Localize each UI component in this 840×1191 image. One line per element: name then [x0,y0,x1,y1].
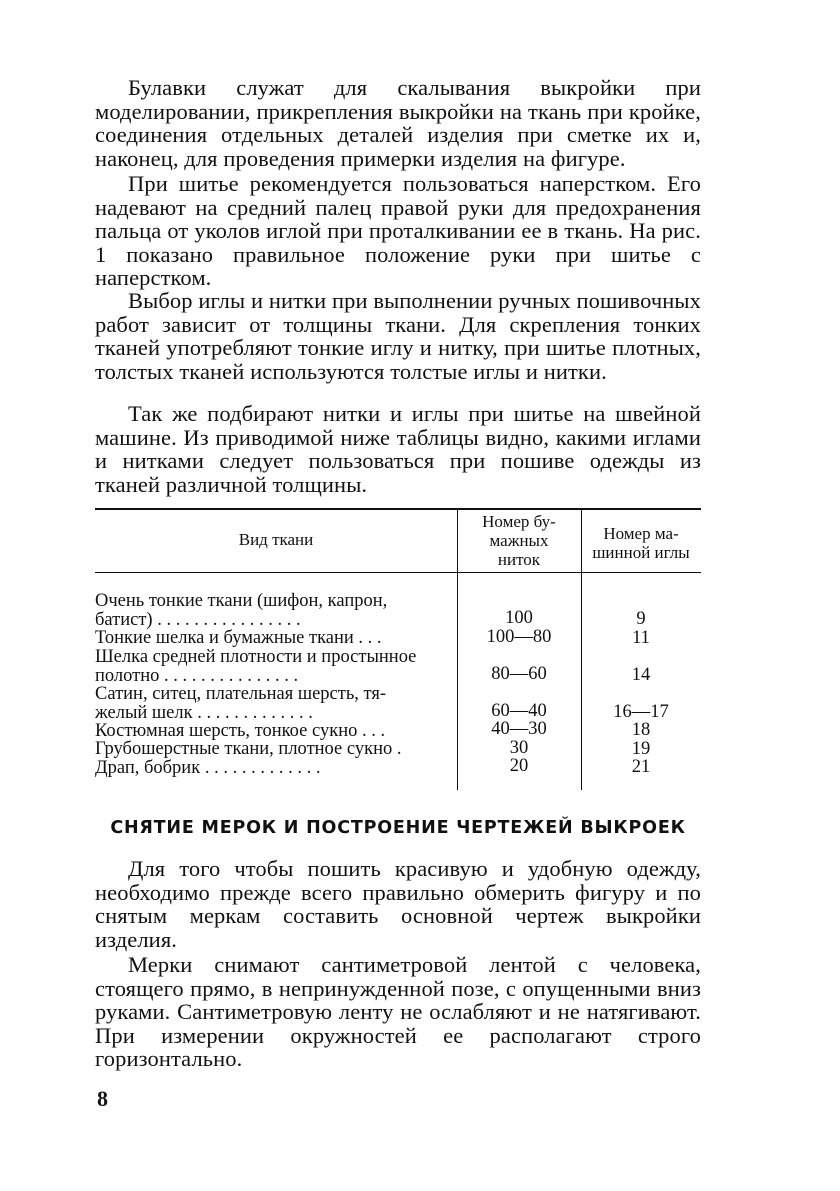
table-row-3-thread: 80—60 [491,664,547,684]
header-fabric: Вид ткани [238,530,314,549]
paragraph-needle-thread-choice: Выбор иглы и нитки при выполнении ручных пошивочных работ зависит от толщины ткани. Для скрепления тонких тканей употребляют тонкие иглу и нитку, при шитье плотных, толстых тканей используются толстые иглы и нитки. [95,288,701,384]
table-row-2-needle: 11 [632,628,650,648]
paragraph-measure-intro: Для того чтобы пошить красивую и удобную одежду, необходимо прежде всего правильно обмерить фигуру и по снятым меркам составить основной чертеж выкройки изделия. [95,856,701,952]
header-thread-number [457,512,581,569]
header-needle-line-2: шинной иглы [592,543,690,562]
table-row-4-name-line-1: Сатин, ситец, плательная шерсть, тя- [95,685,387,704]
header-thread-line-3: ниток [497,550,541,569]
table-row-3-name-line-1: Шелка средней плотности и простынное [95,648,417,667]
header-needle-number [581,524,701,562]
table-row-7-thread: 20 [509,756,529,776]
table-top-rule [95,508,701,510]
page-number: 8 [97,1086,108,1111]
paragraph-pins: Булавки служат для скалывания выкройки при моделировании, прикрепления выкройки на ткань при кройке, соединения отдельных деталей изделия при сметке их и, наконец, для проведения примерки изделия на фигуре. [95,75,701,171]
header-thread-line-1: Номер бу- [482,512,556,531]
table-row-5-needle: 18 [631,720,651,740]
table-row-7-name: Драп, бобрик . . . . . . . . . . . . . [95,759,321,778]
paragraph-machine-sewing: Так же подбирают нитки и иглы при шитье на швейной машине. Из приводимой ниже таблицы видно, какими иглами и нитками следует пользоваться при пошиве одежды из тканей различной толщины. [95,401,701,497]
paragraph-thimble: При шитье рекомендуется пользоваться наперстком. Его надевают на средний палец правой руки для предохранения пальца от уколов иглой при проталкивании ее в ткань. На рис. 1 показано правильное положение руки при шитье с наперстком. [95,171,701,290]
table-row-5-name: Костюмная шерсть, тонкое сукно . . . [95,722,386,741]
paragraph-measuring-tape: Мерки снимают сантиметровой лентой с человека, стоящего прямо, в непринужденной позе, с опущенными вниз руками. Сантиметровую ленту не ослабляют и не натягивают. При измерении окружностей ее располагают строго горизонтально. [95,952,701,1071]
table-row-4-needle: 16—17 [613,702,669,722]
table-row-3-name-line-2: полотно . . . . . . . . . . . . . . . [95,667,299,686]
table-row-6-name: Грубошерстные ткани, плотное сукно . [95,740,402,759]
table-row-4-thread: 60—40 [491,701,547,721]
table-row-1-name-line-1: Очень тонкие ткани (шифон, капрон, [95,592,388,611]
table-row-7-needle: 21 [631,757,651,777]
table-row-4-name-line-2: желый шелк . . . . . . . . . . . . . [95,704,313,723]
table-row-2-thread: 100—80 [486,627,552,647]
table-row-1-needle: 9 [636,609,646,629]
section-heading: СНЯТИЕ МЕРОК И ПОСТРОЕНИЕ ЧЕРТЕЖЕЙ ВЫКРОЕК [110,818,686,838]
table-row-2-name: Тонкие шелка и бумажные ткани . . . [95,629,382,648]
table-header-rule [95,572,701,573]
table-row-3-needle: 14 [631,665,651,685]
header-thread-line-2: мажных [489,531,549,550]
table-row-6-thread: 30 [509,738,529,758]
table-row-5-thread: 40—30 [491,719,547,739]
table-row-6-needle: 19 [631,739,651,759]
table-row-1-name-line-2: батист) . . . . . . . . . . . . . . . . [95,611,301,630]
header-needle-line-1: Номер ма- [603,524,679,543]
table-row-1-thread: 100 [505,608,533,628]
needle-thread-table [95,508,701,798]
